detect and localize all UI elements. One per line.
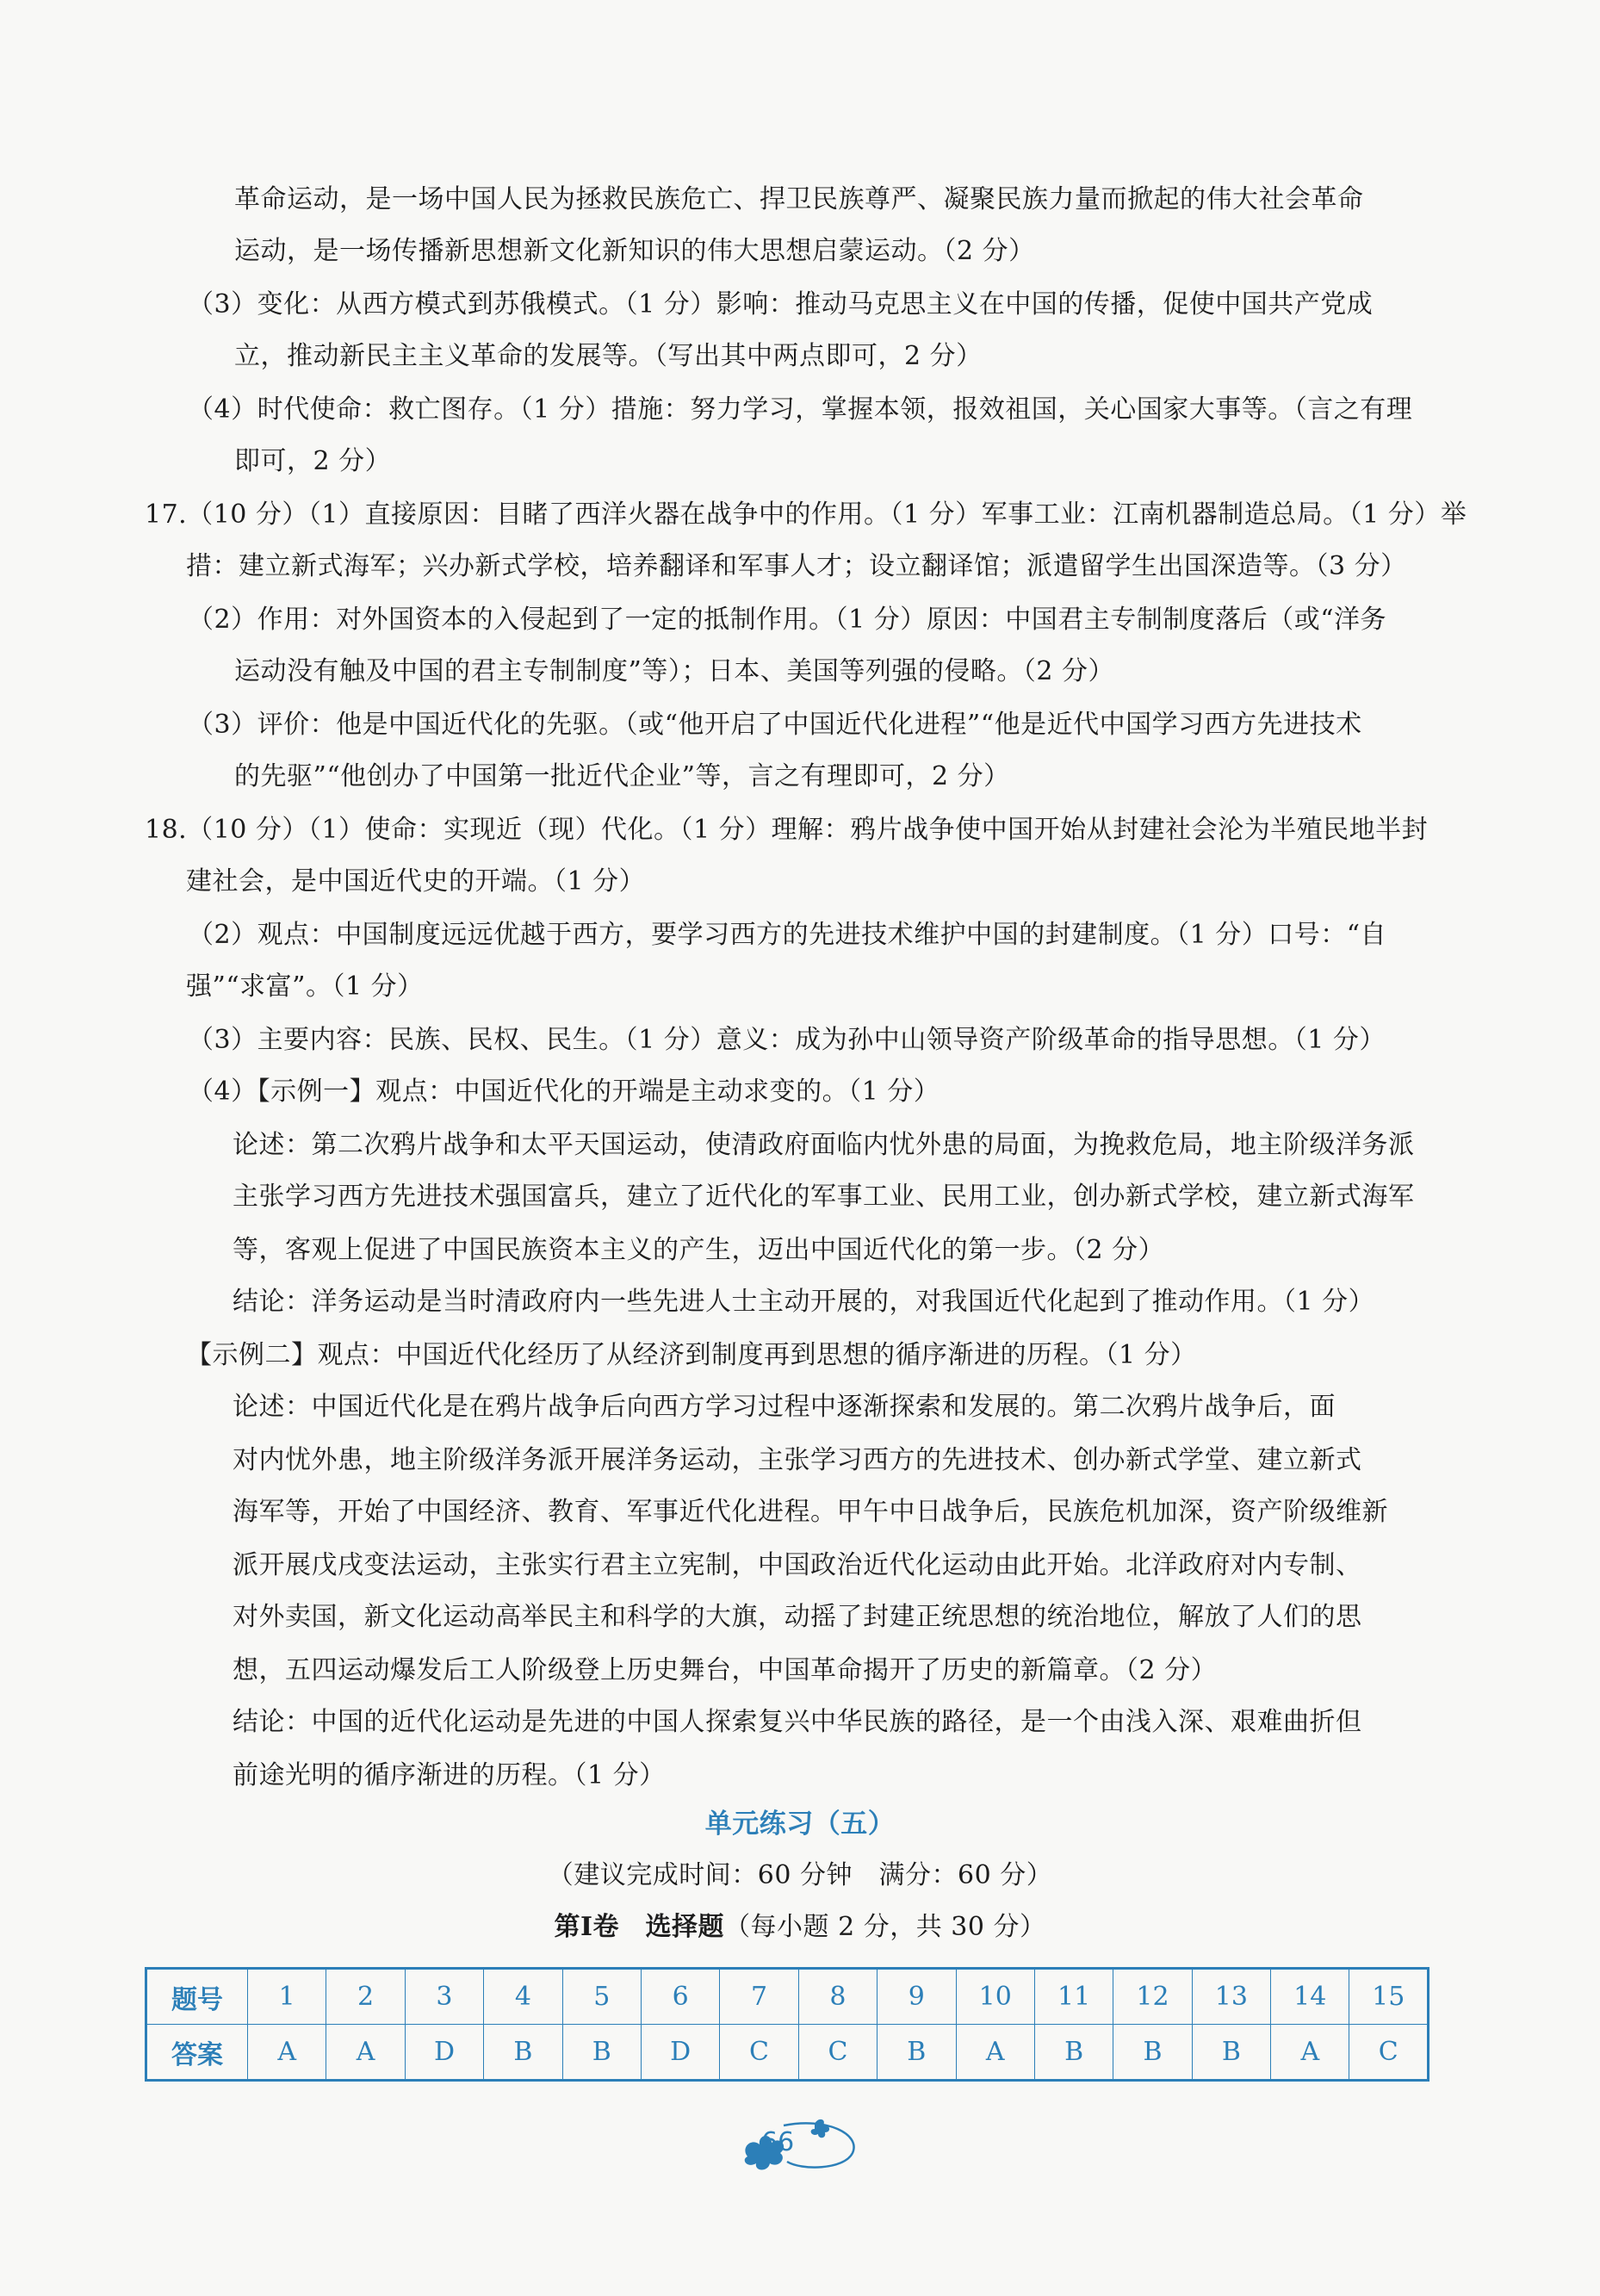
part-heading-note: （每小题 2 分，共 30 分） xyxy=(724,1912,1046,1942)
text-line: 的先驱”“他创办了中国第一批近代企业”等，言之有理即可，2 分） xyxy=(234,761,1010,791)
answer-cell: A xyxy=(326,2025,405,2081)
text-line: 运动没有触及中国的君主专制制度”等）；日本、美国等列强的侵略。（2 分） xyxy=(234,656,1114,686)
question-number: 11 xyxy=(1034,1969,1113,2025)
answer-cell: C xyxy=(720,2025,798,2081)
question-number: 5 xyxy=(562,1969,641,2025)
question-number: 14 xyxy=(1271,1969,1349,2025)
section-title: 单元练习（五） xyxy=(704,1809,896,1840)
part-heading xyxy=(0,1908,1600,1946)
text-line: 立，推动新民主主义革命的发展等。（写出其中两点即可，2 分） xyxy=(234,341,983,371)
question-number: 10 xyxy=(956,1969,1034,2025)
text-line: 结论：中国的近代化运动是先进的中国人探索复兴中华民族的路径，是一个由浅入深、艰难曲折但 xyxy=(233,1707,1362,1737)
text-line: 革命运动，是一场中国人民为拯救民族危亡、捍卫民族尊严、凝聚民族力量而掀起的伟大社会革命 xyxy=(234,184,1364,214)
text-line: 等，客观上促进了中国民族资本主义的产生，迈出中国近代化的第一步。（2 分） xyxy=(233,1235,1165,1265)
text-line: 【示例二】观点：中国近代化经历了从经济到制度再到思想的循序渐进的历程。（1 分） xyxy=(186,1340,1197,1370)
question-number: 3 xyxy=(405,1969,483,2025)
question-18-line: 18.（10 分）（1）使命：实现近（现）代化。（1 分）理解：鸦片战争使中国开始从封建社会沦为半殖民地半封 xyxy=(145,815,1429,845)
text-line: 论述：中国近代化是在鸦片战争后向西方学习过程中逐渐探索和发展的。第二次鸦片战争后，面 xyxy=(233,1392,1336,1422)
text-line: （4）【示例一】观点：中国近代化的开端是主动求变的。（1 分） xyxy=(188,1077,940,1107)
row-label-answer: 答案 xyxy=(146,2025,248,2081)
text-line: （4）时代使命：救亡图存。（1 分）措施：努力学习，掌握本领，报效祖国，关心国家大事等。（言之有理 xyxy=(188,394,1413,425)
question-number: 1 xyxy=(248,1969,326,2025)
text-line: （3）变化：从西方模式到苏俄模式。（1 分）影响：推动马克思主义在中国的传播，促使中国共产党成 xyxy=(188,289,1374,320)
text-line: （3）主要内容：民族、民权、民生。（1 分）意义：成为孙中山领导资产阶级革命的指导思想。（1 分） xyxy=(188,1025,1386,1055)
row-label-question: 题号 xyxy=(146,1969,248,2025)
question-17-line: 17.（10 分）（1）直接原因：目睹了西洋火器在战争中的作用。（1 分）军事工业：江南机器制造总局。（1 分）举 xyxy=(145,500,1467,530)
question-number: 12 xyxy=(1113,1969,1192,2025)
answer-cell: B xyxy=(1034,2025,1113,2081)
answer-cell: A xyxy=(956,2025,1034,2081)
answer-cell: B xyxy=(1192,2025,1270,2081)
question-number: 15 xyxy=(1349,1969,1429,2025)
text-line: 运动，是一场传播新思想新文化新知识的伟大思想启蒙运动。（2 分） xyxy=(234,236,1035,266)
text-line: 论述：第二次鸦片战争和太平天国运动，使清政府面临内忧外患的局面，为挽救危局，地主阶级洋务派 xyxy=(233,1130,1415,1160)
answer-cell: D xyxy=(405,2025,483,2081)
page-number-decoration xyxy=(732,2115,870,2175)
answer-table xyxy=(145,1967,1429,2082)
text-line: 对外卖国，新文化运动高举民主和科学的大旗，动摇了封建正统思想的统治地位，解放了人们的思 xyxy=(233,1602,1362,1632)
text-line: 对内忧外患，地主阶级洋务派开展洋务运动，主张学习西方的先进技术、创办新式学堂、建立新式 xyxy=(233,1445,1362,1475)
text-line: 主张学习西方先进技术强国富兵，建立了近代化的军事工业、民用工业，创办新式学校，建立新式海军 xyxy=(233,1182,1415,1212)
answer-cell: A xyxy=(248,2025,326,2081)
text-line: （3）评价：他是中国近代化的先驱。（或“他开启了中国近代化进程”“他是近代中国学习西方先进技术 xyxy=(188,710,1362,740)
text-line: 想，五四运动爆发后工人阶级登上历史舞台，中国革命揭开了历史的新篇章。（2 分） xyxy=(233,1655,1218,1685)
text-line: 强”“求富”。（1 分） xyxy=(186,971,424,1002)
text-line: 建社会，是中国近代史的开端。（1 分） xyxy=(186,866,646,897)
answer-cell: B xyxy=(562,2025,641,2081)
question-number: 13 xyxy=(1192,1969,1270,2025)
answer-cell: A xyxy=(1271,2025,1349,2081)
question-number: 8 xyxy=(798,1969,877,2025)
text-line: 海军等，开始了中国经济、教育、军事近代化进程。甲午中日战争后，民族危机加深，资产阶级维新 xyxy=(233,1497,1388,1527)
question-number: 2 xyxy=(326,1969,405,2025)
answer-cell: C xyxy=(798,2025,877,2081)
answer-table-number-row xyxy=(146,1969,1429,2025)
answer-table-answer-row xyxy=(146,2025,1429,2081)
text-line: 前途光明的循序渐进的历程。（1 分） xyxy=(233,1760,666,1790)
answer-cell: C xyxy=(1349,2025,1429,2081)
part-heading-bold: 第Ⅰ卷 选择题 xyxy=(554,1912,725,1942)
answer-cell: B xyxy=(484,2025,562,2081)
answer-cell: B xyxy=(878,2025,956,2081)
answer-cell: B xyxy=(1113,2025,1192,2081)
page-number: 66 xyxy=(761,2127,795,2157)
text-line: 即可，2 分） xyxy=(234,446,392,476)
text-line: 派开展戊戌变法运动，主张实行君主立宪制，中国政治近代化运动由此开始。北洋政府对内专制、 xyxy=(233,1550,1362,1580)
small-leaf-icon xyxy=(811,2119,829,2138)
question-number: 4 xyxy=(484,1969,562,2025)
text-line: （2）观点：中国制度远远优越于西方，要学习西方的先进技术维护中国的封建制度。（1 分）口号：“自 xyxy=(188,920,1387,950)
question-number: 9 xyxy=(878,1969,956,2025)
text-line: 措：建立新式海军；兴办新式学校，培养翻译和军事人才；设立翻译馆；派遣留学生出国深造等。（3 分） xyxy=(186,551,1407,581)
text-line: 结论：洋务运动是当时清政府内一些先进人士主动开展的，对我国近代化起到了推动作用。（1 分） xyxy=(233,1287,1375,1317)
answer-cell: D xyxy=(641,2025,719,2081)
question-number: 6 xyxy=(641,1969,719,2025)
text-line: （2）作用：对外国资本的入侵起到了一定的抵制作用。（1 分）原因：中国君主专制制度落后（或“洋务 xyxy=(188,605,1387,635)
section-subtitle: （建议完成时间：60 分钟 满分：60 分） xyxy=(547,1860,1053,1890)
question-number: 7 xyxy=(720,1969,798,2025)
